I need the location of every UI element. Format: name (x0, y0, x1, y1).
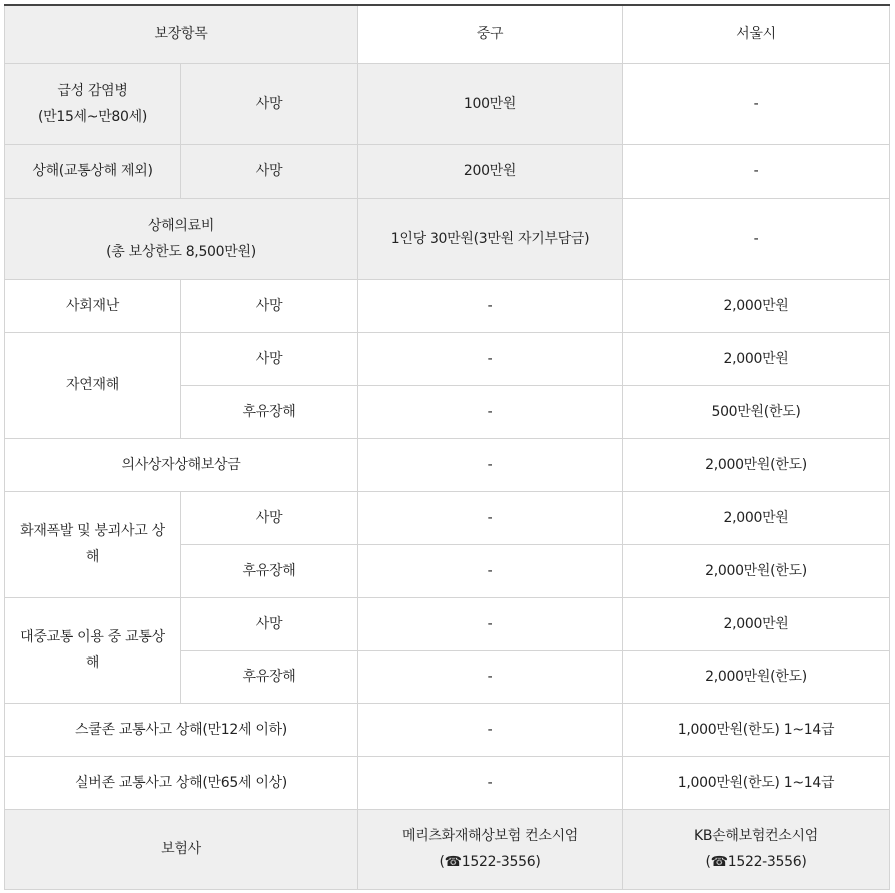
item-cell: 실버존 교통사고 상해(만65세 이상) (5, 756, 358, 809)
row-silver (5, 756, 890, 809)
junggu-cell: - (358, 703, 623, 756)
row-natural-death (5, 332, 890, 385)
header-row (5, 5, 890, 63)
seoul-cell: 1,000만원(한도) 1~14급 (623, 703, 890, 756)
item-line1: 화재폭발 및 붕괴사고 상 (20, 523, 165, 539)
junggu-cell: - (358, 756, 623, 809)
item-cell: 자연재해 (5, 332, 181, 438)
seoul-cell: - (623, 144, 890, 198)
seoul-cell: - (623, 63, 890, 144)
item-cell (5, 63, 181, 144)
item-line1: 상해의료비 (147, 217, 215, 234)
seoul-cell: 2,000만원 (623, 597, 890, 650)
junggu-cell: - (358, 279, 623, 332)
seoul-cell: 1,000만원(한도) 1~14급 (623, 756, 890, 809)
seoul-cell: - (623, 198, 890, 279)
item-line1: 대중교통 이용 중 교통상 (20, 629, 165, 645)
header-seoul: 서울시 (623, 5, 890, 63)
junggu-cell: - (358, 544, 623, 597)
sub-cell: 사망 (181, 144, 358, 198)
header-item: 보장항목 (5, 5, 358, 63)
seoul-cell: 500만원(한도) (623, 385, 890, 438)
junggu-cell: - (358, 438, 623, 491)
item-line2: 해 (85, 655, 100, 671)
sub-cell: 사망 (181, 279, 358, 332)
seoul-cell: 2,000만원 (623, 332, 890, 385)
item-cell (5, 491, 181, 597)
insurer-label: 보험사 (5, 809, 358, 889)
sub-cell: 사망 (181, 597, 358, 650)
item-cell: 상해(교통상해 제외) (5, 144, 181, 198)
seoul-cell: 2,000만원(한도) (623, 650, 890, 703)
header-junggu: 중구 (358, 5, 623, 63)
junggu-cell: - (358, 597, 623, 650)
sub-cell: 후유장해 (181, 650, 358, 703)
item-line1: 급성 감염병 (57, 82, 128, 99)
junggu-cell: - (358, 332, 623, 385)
item-line2: (만15세~만80세) (37, 108, 148, 125)
item-cell (5, 597, 181, 703)
row-transit-death (5, 597, 890, 650)
row-social (5, 279, 890, 332)
coverage-table (4, 4, 890, 890)
item-cell: 사회재난 (5, 279, 181, 332)
item-line2: (총 보상한도 8,500만원) (106, 243, 256, 260)
junggu-cell: 200만원 (358, 144, 623, 198)
insurer-seoul (623, 809, 890, 889)
item-cell: 의사상자상해보상금 (5, 438, 358, 491)
row-righteous (5, 438, 890, 491)
junggu-cell: 100만원 (358, 63, 623, 144)
insurer-seoul-name: KB손해보험컨소시엄 (694, 828, 818, 844)
insurer-seoul-phone: (☎1522-3556) (705, 854, 807, 870)
seoul-cell: 2,000만원(한도) (623, 438, 890, 491)
item-cell (5, 198, 358, 279)
row-school (5, 703, 890, 756)
row-injury (5, 144, 890, 198)
junggu-cell: - (358, 650, 623, 703)
sub-cell: 사망 (181, 332, 358, 385)
insurer-junggu (358, 809, 623, 889)
insurer-junggu-name: 메리츠화재해상보험 컨소시엄 (401, 828, 579, 844)
seoul-cell: 2,000만원 (623, 279, 890, 332)
item-cell: 스쿨존 교통사고 상해(만12세 이하) (5, 703, 358, 756)
junggu-cell: - (358, 491, 623, 544)
insurer-junggu-phone: (☎1522-3556) (439, 854, 541, 870)
sub-cell: 후유장해 (181, 385, 358, 438)
item-line2: 해 (85, 549, 100, 565)
row-medical (5, 198, 890, 279)
seoul-cell: 2,000만원 (623, 491, 890, 544)
sub-cell: 후유장해 (181, 544, 358, 597)
sub-cell: 사망 (181, 491, 358, 544)
seoul-cell: 2,000만원(한도) (623, 544, 890, 597)
junggu-cell: 1인당 30만원(3만원 자기부담금) (358, 198, 623, 279)
row-fire-death (5, 491, 890, 544)
junggu-cell: - (358, 385, 623, 438)
row-infect (5, 63, 890, 144)
sub-cell: 사망 (181, 63, 358, 144)
coverage-table-wrapper (4, 4, 889, 890)
footer-row (5, 809, 890, 889)
